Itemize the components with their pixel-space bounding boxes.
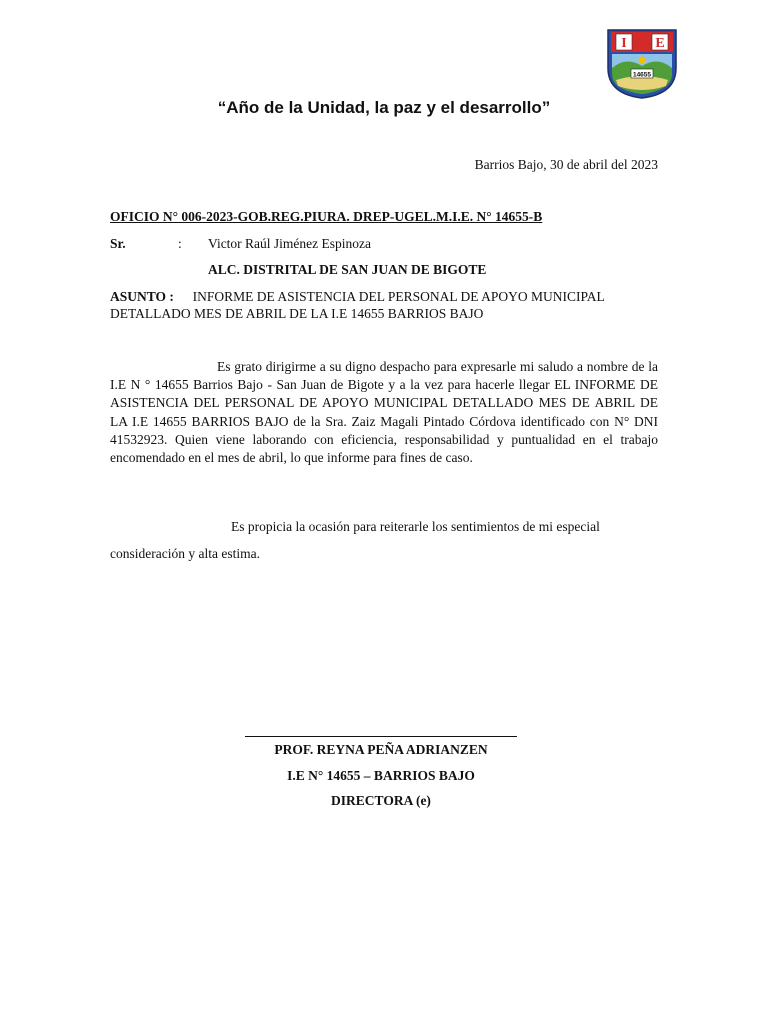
crest-letter-i: I (621, 36, 627, 51)
closing-line-2: consideración y alta estima. (110, 546, 260, 561)
signatory-role: DIRECTORA (e) (331, 793, 431, 808)
signatory-institution: I.E N° 14655 – BARRIOS BAJO (287, 768, 475, 783)
asunto-text: INFORME DE ASISTENCIA DEL PERSONAL DE APOYO MUNICIPAL DETALLADO MES DE ABRIL DE LA I.E 14655 BARRIOS BAJO (110, 289, 605, 321)
date-line: Barrios Bajo, 30 de abril del 2023 (474, 157, 658, 172)
body-paragraph: Es grato dirigirme a su digno despacho para expresarle mi saludo a nombre de la I.E N ° 14655 Barrios Bajo - San Juan de Bigote y a la vez para hacerle llegar EL INFORME DE ASISTENCIA DEL PERSONAL DE APOYO MUNICIPAL DETALLADO MES DE ABRIL DE LA I.E 14655 BARRIOS BAJO de la Sra. Zaiz Magali Pintado Córdova identificado con N° DNI 41532923. Quien viene laborando con eficiencia, responsabilidad y puntualidad en el trabajo encomendado en el mes de abril, lo que informe para fines de caso. (110, 359, 658, 466)
recipient-name: Victor Raúl Jiménez Espinoza (208, 236, 372, 251)
signatory-name: PROF. REYNA PEÑA ADRIANZEN (274, 742, 488, 757)
recipient-title: ALC. DISTRITAL DE SAN JUAN DE BIGOTE (208, 262, 487, 277)
oficio-reference: OFICIO N° 006-2023-GOB.REG.PIURA. DREP-UGEL.M.I.E. N° 14655-B (110, 209, 543, 224)
closing-line-1: Es propicia la ocasión para reiterarle los sentimientos de mi especial (231, 519, 600, 534)
asunto-label: ASUNTO : (110, 289, 174, 304)
year-motto: “Año de la Unidad, la paz y el desarrollo” (217, 98, 551, 117)
crest-letter-e: E (655, 36, 665, 51)
school-crest-logo (606, 28, 678, 100)
recipient-colon: : (178, 236, 182, 251)
recipient-label: Sr. (110, 236, 126, 251)
signature-line (245, 736, 517, 737)
crest-number: 14655 (632, 71, 652, 79)
asunto-block (110, 288, 662, 322)
